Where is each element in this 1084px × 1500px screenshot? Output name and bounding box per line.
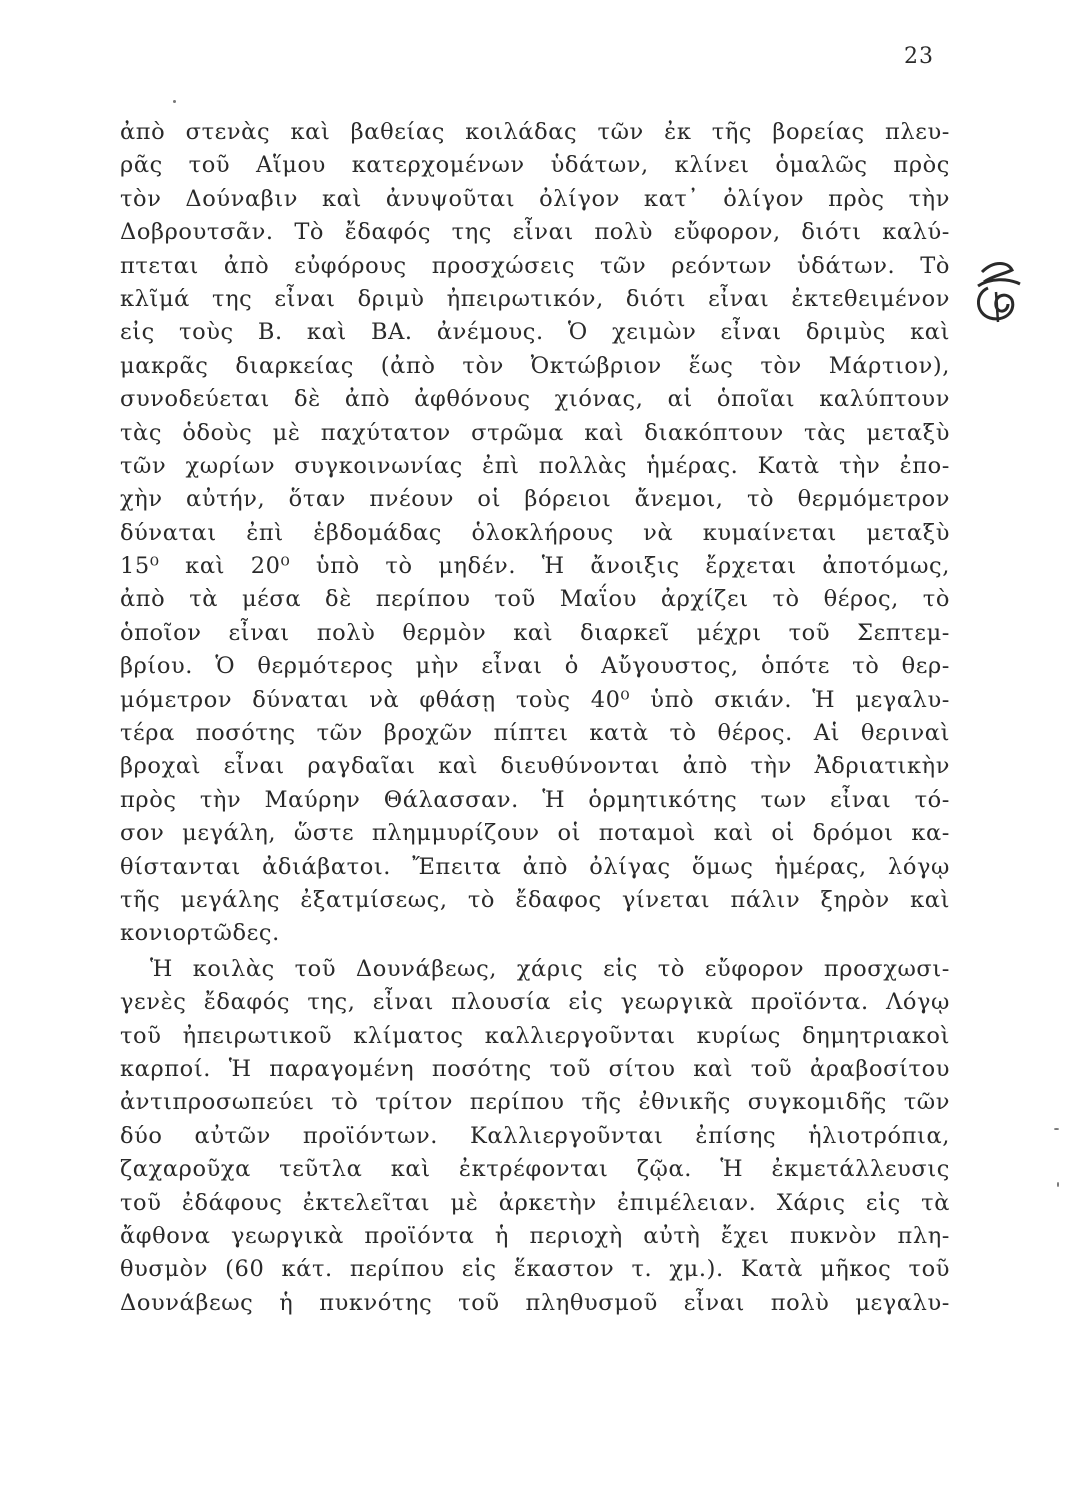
text-line: τὰς ὁδοὺς μὲ παχύτατον στρῶμα καὶ διακόπτουν τὰς μεταξὺ [120, 419, 950, 446]
text-line: τὸν Δούναβιν καὶ ἀνυψοῦται ὀλίγον κατ᾿ ὀλίγον πρὸς τὴν [120, 185, 950, 212]
paragraph-1 [120, 116, 950, 951]
text-line: βροχαὶ εἶναι ραγδαῖαι καὶ διευθύνονται ἀπὸ τὴν Ἀδριατικὴν [120, 753, 950, 780]
text-line: ἀπὸ τὰ μέσα δὲ περίπου τοῦ Μαΐου ἀρχίζει τὸ θέρος, τὸ [120, 586, 950, 613]
text-line: κονιορτῶδες. [120, 920, 280, 947]
text-line: βρίου. Ὁ θερμότερος μὴν εἶναι ὁ Αὔγουστος, ὁπότε τὸ θερ- [120, 653, 950, 680]
text-line: Δουνάβεως ἡ πυκνότης τοῦ πληθυσμοῦ εἶναι πολὺ μεγαλυ- [120, 1289, 950, 1316]
page-number: 23 [904, 44, 934, 69]
text-line: ζαχαροῦχα τεῦτλα καὶ ἐκτρέφονται ζῷα. Ἡ ἐκμετάλλευσις [120, 1156, 950, 1183]
paper-speck [173, 100, 176, 103]
text-line: χὴν αὐτήν, ὅταν πνέουν οἱ βόρειοι ἄνεμοι, τὸ θερμόμετρον [120, 486, 950, 513]
text-line: σον μεγάλη, ὥστε πλημμυρίζουν οἱ ποταμοὶ καὶ οἱ δρόμοι κα- [120, 820, 950, 847]
text-line: τοῦ ἠπειρωτικοῦ κλίματος καλλιεργοῦνται κυρίως δημητριακοὶ [120, 1022, 950, 1049]
paper-speck [1054, 1128, 1059, 1130]
text-line: μόμετρον δύναται νὰ φθάσῃ τοὺς 40⁰ ὑπὸ σκιάν. Ἡ μεγαλυ- [120, 686, 950, 713]
text-line: ὁποῖον εἶναι πολὺ θερμὸν καὶ διαρκεῖ μέχρι τοῦ Σεπτεμ- [120, 619, 950, 646]
text-line: τῆς μεγάλης ἐξατμίσεως, τὸ ἔδαφος γίνεται πάλιν ξηρὸν καὶ [120, 886, 950, 913]
text-line: 15⁰ καὶ 20⁰ ὑπὸ τὸ μηδέν. Ἡ ἄνοιξις ἔρχεται ἀποτόμως, [120, 553, 950, 580]
text-line: πρὸς τὴν Μαύρην Θάλασσαν. Ἡ ὁρμητικότης των εἶναι τό- [120, 786, 950, 813]
body-text [120, 116, 950, 1320]
text-line: θυσμὸν (60 κάτ. περίπου εἰς ἕκαστον τ. χμ.). Κατὰ μῆκος τοῦ [120, 1256, 950, 1283]
text-line: ρᾶς τοῦ Αἵμου κατερχομένων ὑδάτων, κλίνει ὁμαλῶς πρὸς [120, 152, 950, 179]
text-line: μακρᾶς διαρκείας (ἀπὸ τὸν Ὀκτώβριον ἕως τὸν Μάρτιον), [120, 352, 950, 379]
text-line: εἰς τοὺς Β. καὶ ΒΑ. ἀνέμους. Ὁ χειμὼν εἶναι δριμὺς καὶ [120, 319, 950, 346]
text-line: ἀπὸ στενὰς καὶ βαθείας κοιλάδας τῶν ἐκ τῆς βορείας πλευ- [120, 119, 950, 145]
text-line: Δοβρουτσᾶν. Τὸ ἔδαφός της εἶναι πολὺ εὔφορον, διότι καλύ- [120, 219, 950, 246]
text-line: θίστανται ἀδιάβατοι. Ἔπειτα ἀπὸ ὀλίγας ὅμως ἡμέρας, λόγῳ [120, 853, 950, 880]
text-line: δύο αὐτῶν προϊόντων. Καλλιεργοῦνται ἐπίσης ἡλιοτρόπια, [120, 1122, 950, 1149]
text-line: ἀντιπροσωπεύει τὸ τρίτον περίπου τῆς ἐθνικῆς συγκομιδῆς τῶν [120, 1089, 950, 1116]
text-line: τέρα ποσότης τῶν βροχῶν πίπτει κατὰ τὸ θέρος. Αἱ θεριναὶ [120, 720, 950, 747]
text-line: καρποί. Ἡ παραγομένη ποσότης τοῦ σίτου καὶ τοῦ ἀραβοσίτου [120, 1055, 950, 1082]
text-line: δύναται ἐπὶ ἑβδομάδας ὁλοκλήρους νὰ κυμαίνεται μεταξὺ [120, 519, 950, 546]
paragraph-2 [120, 953, 950, 1320]
paper-speck [1057, 1182, 1059, 1187]
text-line: πτεται ἀπὸ εὐφόρους προσχώσεις τῶν ρεόντων ὑδάτων. Τὸ [120, 252, 950, 279]
text-line: ἄφθονα γεωργικὰ προϊόντα ἡ περιοχὴ αὐτὴ ἔχει πυκνὸν πλη- [120, 1222, 950, 1249]
handwritten-margin-mark [968, 252, 1028, 332]
text-line: τοῦ ἐδάφους ἐκτελεῖται μὲ ἀρκετὴν ἐπιμέλειαν. Χάρις εἰς τὰ [120, 1189, 950, 1216]
text-line: Ἡ κοιλὰς τοῦ Δουνάβεως, χάρις εἰς τὸ εὔφορον προσχωσι- [150, 955, 950, 982]
text-line: τῶν χωρίων συγκοινωνίας ἐπὶ πολλὰς ἡμέρας. Κατὰ τὴν ἐπο- [120, 452, 950, 479]
text-line: συνοδεύεται δὲ ἀπὸ ἀφθόνους χιόνας, αἱ ὁποῖαι καλύπτουν [120, 386, 950, 413]
text-line: κλῖμά της εἶναι δριμὺ ἠπειρωτικόν, διότι εἶναι ἐκτεθειμένον [120, 285, 950, 312]
text-line: γενὲς ἔδαφός της, εἶναι πλουσία εἰς γεωργικὰ προϊόντα. Λόγῳ [120, 989, 950, 1016]
